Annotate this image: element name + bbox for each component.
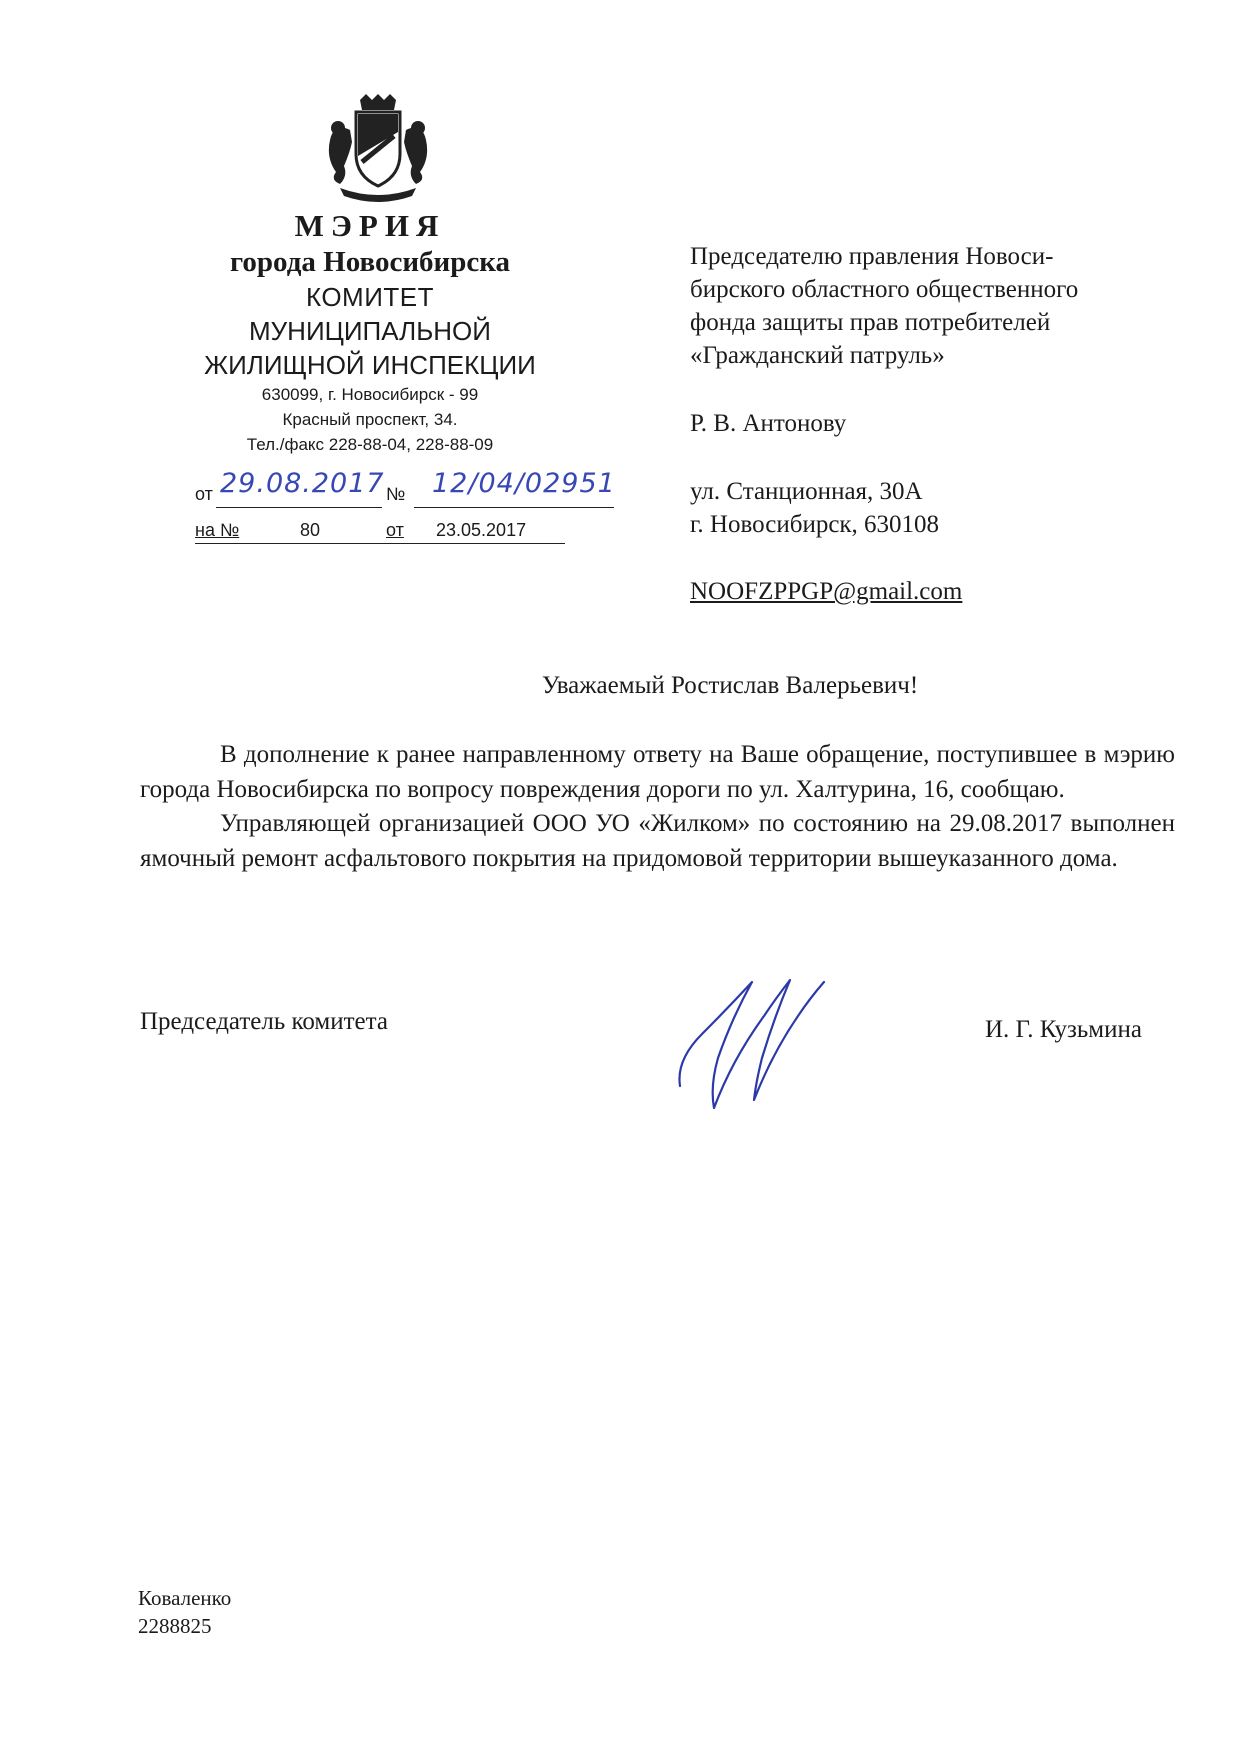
reply-date: 23.05.2017 <box>436 520 527 540</box>
city-coat-of-arms-icon <box>310 92 440 202</box>
addressee-line: бирского областного общественного <box>690 276 1079 303</box>
salutation: Уважаемый Ростислав Валерьевич! <box>541 672 919 699</box>
handwritten-signature-icon <box>672 968 832 1118</box>
addressee-line: «Гражданский патруль» <box>690 342 945 369</box>
handwritten-date: 29.08.2017 <box>220 468 385 499</box>
number-label: № <box>386 484 406 504</box>
executor-phone: 2288825 <box>138 1614 212 1638</box>
addressee-email-link[interactable]: NOOFZPPGP@gmail.com <box>690 578 963 605</box>
addressee-line: фонда защиты прав потребителей <box>690 309 1051 336</box>
executor-name: Коваленко <box>138 1586 232 1610</box>
addressee-line: Председателю правления Новоси- <box>690 243 1054 270</box>
letter-body <box>140 738 1175 876</box>
org-address-line: 630099, г. Новосибирск - 99 <box>261 385 479 404</box>
org-committee-line: МУНИЦИПАЛЬНОЙ <box>249 316 491 346</box>
handwritten-number: 12/04/02951 <box>432 468 616 499</box>
signatory-name: И. Г. Кузьмина <box>985 1016 1142 1043</box>
body-paragraph: Управляющей организацией ООО УО «Жилком» по состоянию на 29.08.2017 выполнен ямочный ремонт асфальтового покрытия на придомовой территории вышеуказанного дома. <box>140 810 1175 872</box>
date-underline <box>216 507 382 508</box>
reply-underline <box>195 543 565 544</box>
org-committee-line: КОМИТЕТ <box>305 282 435 312</box>
org-address-line: Красный проспект, 34. <box>282 410 458 429</box>
number-underline <box>414 507 614 508</box>
org-committee-line: ЖИЛИЩНОЙ ИНСПЕКЦИИ <box>204 350 536 380</box>
org-name-line: МЭРИЯ <box>294 208 446 243</box>
addressee-city: г. Новосибирск, 630108 <box>690 511 940 538</box>
org-phone-line: Тел./факс 228-88-04, 228-88-09 <box>246 435 494 454</box>
executor-block <box>138 1584 231 1640</box>
reply-number-label: на № <box>195 520 240 540</box>
org-city-line: города Новосибирска <box>229 246 511 278</box>
reply-number: 80 <box>300 520 321 540</box>
signatory-title: Председатель комитета <box>140 1008 388 1035</box>
from-label: от <box>195 484 213 504</box>
body-paragraph: В дополнение к ранее направленному ответу на Ваше обращение, поступившее в мэрию города Новосибирска по вопросу повреждения дороги по ул. Халтурина, 16, сообщаю. <box>140 741 1175 803</box>
reply-from-label: от <box>386 520 404 540</box>
addressee-street: ул. Станционная, 30А <box>690 478 923 505</box>
addressee-name: Р. В. Антонову <box>690 410 847 437</box>
